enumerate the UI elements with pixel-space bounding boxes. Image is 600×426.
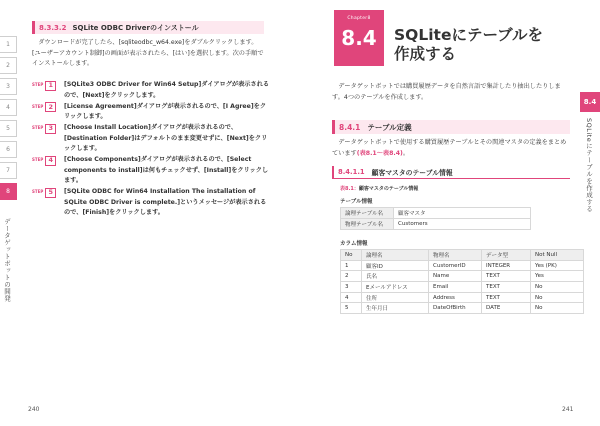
- table-cell: 顧客マスタ: [394, 208, 531, 219]
- subsection-number: 8.4.1.1: [338, 168, 365, 176]
- step-text: [SQLite3 ODBC Driver for Win64 Setup]ダイアログが表示されるので、[Next]をクリックします。: [64, 81, 270, 99]
- side-tab: 1: [0, 36, 17, 53]
- table-caption-text: 顧客マスタのテーブル情報: [358, 186, 419, 192]
- table-cell: Address: [429, 292, 482, 303]
- columns-heading: カラム情報: [340, 241, 368, 247]
- table-cell: INTEGER: [482, 260, 531, 271]
- step-badge: STEP 2: [32, 103, 56, 112]
- section-paragraph: データゲットボットで使用する購買履歴テーブルとその関連マスタの定義をまとめています(表8.1〜表8.4)。: [332, 139, 567, 157]
- table-cell: 生年月日: [362, 303, 429, 314]
- table-caption-number: 表8.1：: [340, 186, 359, 192]
- side-tab: 5: [0, 120, 17, 137]
- table-header-cell: Not Null: [531, 250, 584, 261]
- section-title: SQLite ODBC Driverのインストール: [72, 23, 199, 32]
- table-reference: (表8.1〜表8.4): [356, 150, 403, 157]
- table-cell: DateOfBirth: [429, 303, 482, 314]
- right-side-label: SQLiteにテーブルを作成する: [585, 118, 593, 213]
- side-tab: 7: [0, 162, 17, 179]
- section-number: 8.3.3.2: [39, 23, 67, 32]
- table-cell: 氏名: [362, 271, 429, 282]
- side-tab: 2: [0, 57, 17, 74]
- table-cell: Yes: [531, 271, 584, 282]
- chapter-side-tabs: [0, 36, 18, 204]
- table-cell: 論理テーブル名: [341, 208, 394, 219]
- chapter-title-line-2: 作成する: [394, 45, 457, 63]
- table-cell: Name: [429, 271, 482, 282]
- section-text: [332, 137, 570, 159]
- step-badge: STEP 3: [32, 124, 56, 133]
- step-badge: STEP 5: [32, 188, 56, 197]
- table-cell: No: [531, 282, 584, 293]
- table-cell: TEXT: [482, 271, 531, 282]
- section-number: 8.4.1: [339, 122, 361, 132]
- section-title: テーブル定義: [367, 122, 412, 132]
- page-number-left: 240: [28, 406, 40, 413]
- table-row: [341, 282, 584, 293]
- page-number-right: 241: [562, 406, 574, 413]
- table-row: [341, 208, 531, 219]
- table-header-cell: No: [341, 250, 362, 261]
- left-intro: [32, 38, 264, 70]
- table-cell: DATE: [482, 303, 531, 314]
- table-cell: No: [531, 292, 584, 303]
- step-3: [32, 123, 272, 155]
- table-cell: Email: [429, 282, 482, 293]
- table-row: [341, 260, 584, 271]
- step-badge: STEP 4: [32, 156, 56, 165]
- right-intro: [332, 81, 570, 103]
- chapter-badge: [334, 10, 384, 66]
- table-info: [340, 207, 531, 230]
- step-text: [Choose Install Location]ダイアログが表示されるので、[Destination Folder]はデフォルトのまま変更せずに、[Next]をクリックします。: [64, 124, 268, 152]
- table-cell: 物理テーブル名: [341, 219, 394, 230]
- side-tab-active: 8: [0, 183, 17, 200]
- table-cell: 顧客ID: [362, 260, 429, 271]
- table-header-cell: 論理名: [362, 250, 429, 261]
- table-cell: Yes (PK): [531, 260, 584, 271]
- right-side-tab: 8.4: [580, 92, 600, 112]
- table-header-cell: 物理名: [429, 250, 482, 261]
- side-tab: 4: [0, 99, 17, 116]
- step-1: [32, 80, 272, 101]
- intro-paragraph: データゲットボットでは購買履歴データを自然言語で集計したり抽出したりします。4つのテーブルを作成します。: [332, 83, 561, 101]
- section-heading-8332: [32, 21, 264, 34]
- table-cell: Customers: [394, 219, 531, 230]
- table-row: [341, 303, 584, 314]
- step-badge: STEP 1: [32, 81, 56, 90]
- intro-paragraph: ダウンロードが完了したら、[sqliteodbc_w64.exe]をダブルクリックします。[ユーザーアカウント制御]の画面が表示されたら、[はい]を選択します。次の手順でインストールします。: [32, 39, 264, 68]
- table-header-row: [341, 250, 584, 261]
- table-row: [341, 271, 584, 282]
- table-caption: [340, 185, 418, 192]
- table-cell: 住所: [362, 292, 429, 303]
- table-cell: CustomerID: [429, 260, 482, 271]
- subsection-heading-8411: [332, 166, 570, 179]
- step-text: [License Agreement]ダイアログが表示されるので、[I Agree]をクリックします。: [64, 102, 267, 120]
- install-steps: [32, 80, 272, 219]
- step-5: [32, 187, 272, 219]
- table-row: [341, 219, 531, 230]
- subsection-title: 顧客マスタのテーブル情報: [371, 169, 453, 177]
- table-cell: TEXT: [482, 282, 531, 293]
- table-cell: 3: [341, 282, 362, 293]
- table-cell: 5: [341, 303, 362, 314]
- chapter-title: [394, 26, 543, 64]
- chapter-title-line-1: SQLiteにテーブルを: [394, 26, 544, 44]
- step-text: [Choose Components]ダイアログが表示されるので、[Select components to install]は何もチェックせず、[Install]をクリックします。: [64, 156, 269, 184]
- side-tab: 3: [0, 78, 17, 95]
- table-cell: Eメールアドレス: [362, 282, 429, 293]
- table-cell: TEXT: [482, 292, 531, 303]
- step-2: [32, 102, 272, 123]
- step-text: [SQLite ODBC for Win64 Installation The installation of SQLite ODBC Driver is complete.]というメッセージが表示されるので、[Finish]をクリックします。: [64, 188, 267, 216]
- left-side-label: データゲットボットの開発: [3, 218, 11, 302]
- chapter-label: Chapter8: [347, 16, 371, 21]
- step-4: [32, 155, 272, 187]
- side-tab: 6: [0, 141, 17, 158]
- table-header-cell: データ型: [482, 250, 531, 261]
- table-cell: 4: [341, 292, 362, 303]
- table-info-heading: テーブル情報: [340, 199, 373, 205]
- table-cell: 1: [341, 260, 362, 271]
- section-heading-841: [332, 120, 570, 134]
- chapter-number: 8.4: [341, 26, 377, 50]
- columns-table: [340, 249, 584, 314]
- table-row: [341, 292, 584, 303]
- table-cell: 2: [341, 271, 362, 282]
- table-cell: No: [531, 303, 584, 314]
